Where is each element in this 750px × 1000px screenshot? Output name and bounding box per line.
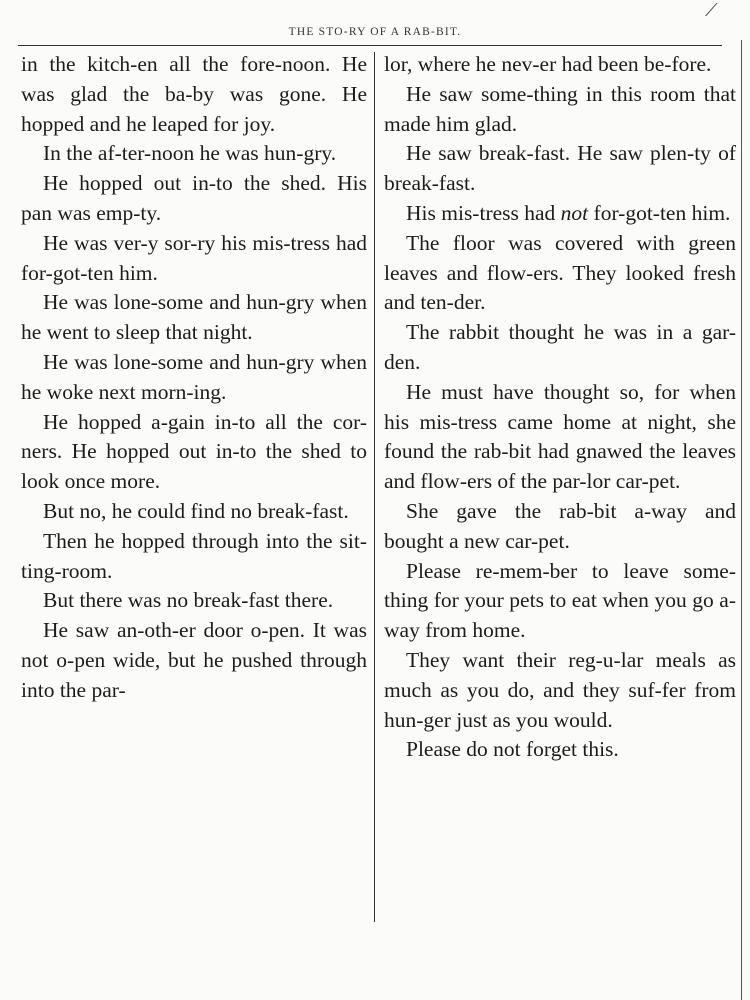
paragraph: Then he hopped through into the sit-ting-room. (21, 528, 367, 583)
paragraph: He saw an-oth-er door o-pen. It was not o-pen wide, but he pushed through into the par- (21, 618, 367, 702)
paragraph: He was lone-some and hun-gry when he went to sleep that night. (21, 290, 367, 345)
paragraph-with-emphasis (384, 199, 736, 229)
paragraph: He saw some-thing in this room that made him glad. (384, 81, 736, 136)
paragraph: In the af-ter-noon he was hun-gry. (43, 141, 337, 166)
paragraph: She gave the rab-bit a-way and bought a new car-pet. (384, 498, 736, 553)
paragraph: He saw break-fast. He saw plen-ty of break-fast. (384, 141, 736, 196)
page-corner-mark: ⟋ (705, 0, 718, 20)
paragraph: He was ver-y sor-ry his mis-tress had for-got-ten him. (21, 230, 367, 285)
header-rule (18, 45, 722, 46)
paragraph: They want their reg-u-lar meals as much as you do, and they suf-fer from hun-ger just as you would. (384, 647, 736, 732)
paragraph: He hopped out in-to the shed. His pan was emp-ty. (21, 171, 367, 225)
paragraph: But no, he could find no break-fast. (43, 498, 349, 523)
paragraph-text: for-got-ten him. (588, 200, 731, 225)
paragraph: But there was no break-fast there. (43, 588, 334, 613)
emphasis-word: not (560, 200, 589, 225)
paragraph: The rabbit thought he was in a gar-den. (384, 320, 736, 374)
paragraph: The floor was covered with green leaves and flow-ers. They looked fresh and ten-der. (384, 230, 736, 315)
paragraph-text: His mis-tress had (406, 200, 561, 225)
left-column (21, 50, 367, 706)
paragraph: Please do not forget this. (406, 737, 619, 762)
paragraph: in the kitch-en all the fore-noon. He was glad the ba-by was gone. He hopped and he leaped for joy. (21, 52, 367, 136)
right-column (384, 50, 736, 765)
paragraph: He must have thought so, for when his mis-tress came home at night, she found the rab-bit had gnawed the leaves and flow-ers of the par-lor car-pet. (384, 379, 736, 494)
paragraph: He hopped a-gain in-to all the cor-ners. He hopped out in-to the shed to look once more. (21, 409, 367, 494)
paragraph: lor, where he nev-er had been be-fore. (384, 52, 712, 76)
paragraph: He was lone-some and hun-gry when he woke next morn-ing. (21, 349, 367, 404)
paragraph: Please re-mem-ber to leave some-thing for your pets to eat when you go a-way from home. (384, 558, 736, 643)
column-divider (374, 52, 375, 922)
running-head: THE STO-RY OF A RAB-BIT. (288, 26, 462, 38)
page-edge (741, 40, 742, 1000)
